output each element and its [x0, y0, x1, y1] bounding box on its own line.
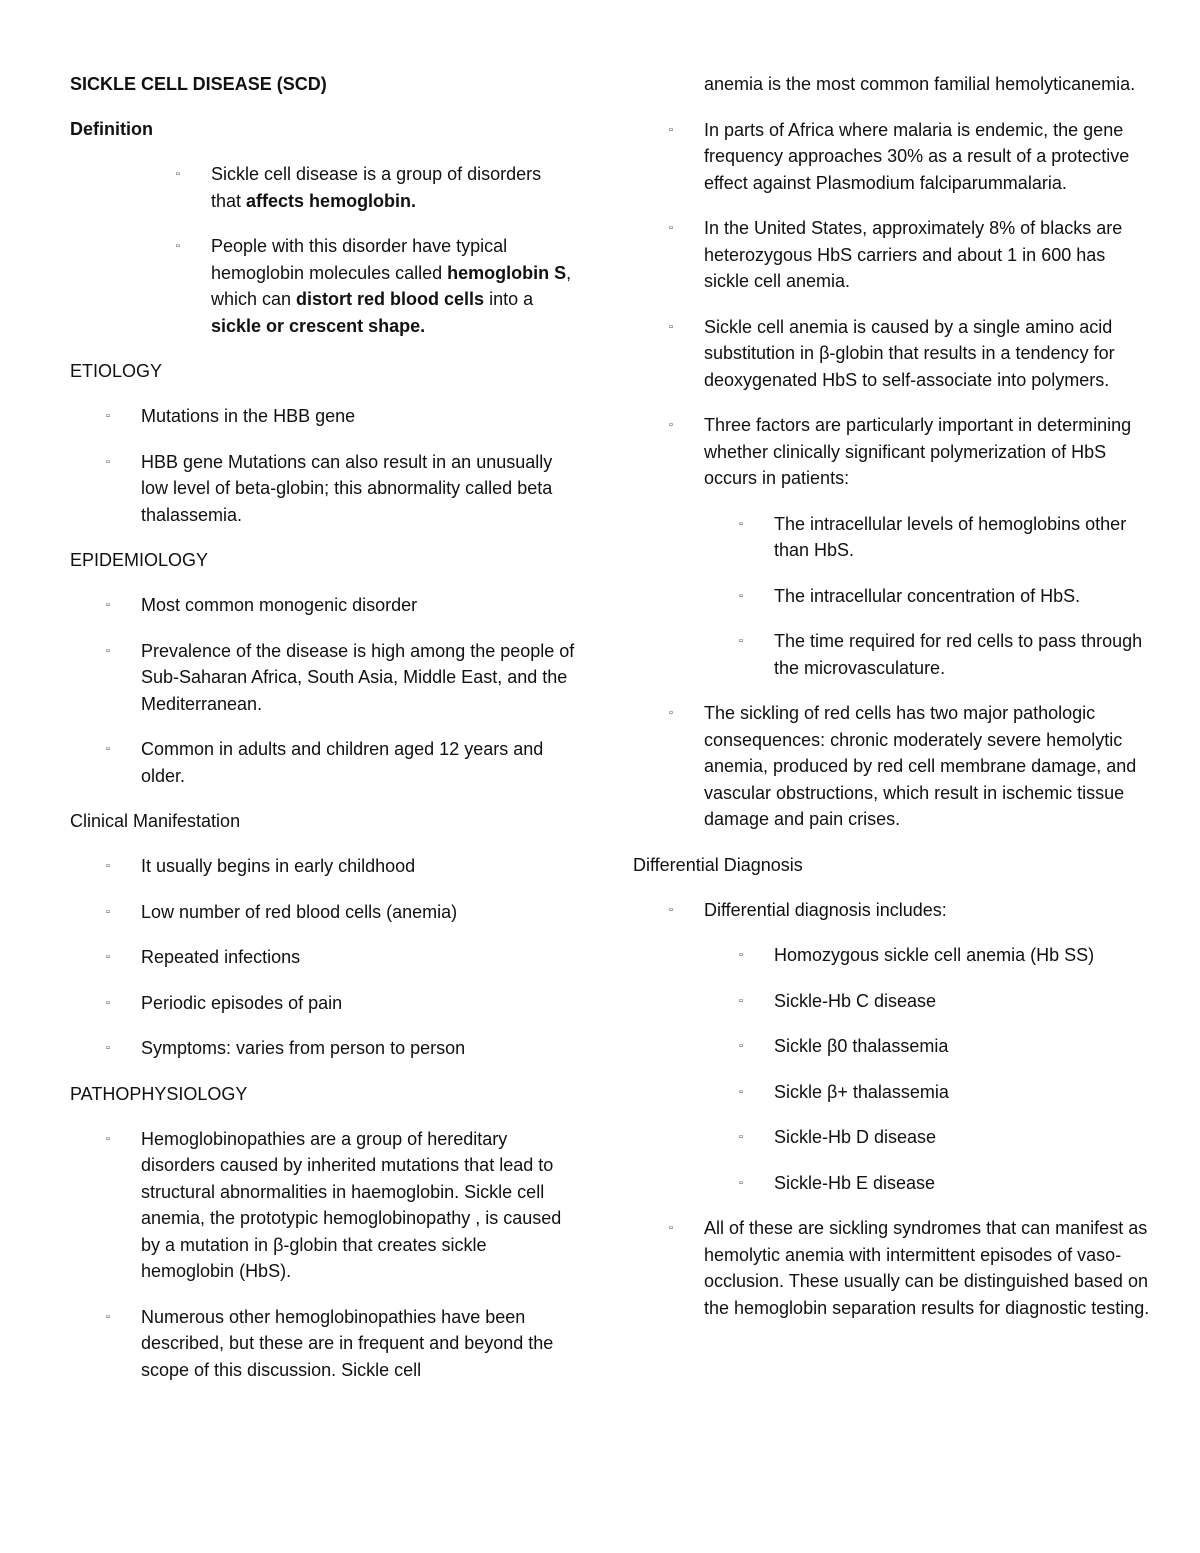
bullet-icon: ▫: [176, 240, 180, 252]
list-item: ▫ People with this disorder have typical hemoglobin molecules called hemoglobin S, which can distort red blood cells into a sickle or crescent shape.: [70, 233, 575, 339]
list-item: ▫ Low number of red blood cells (anemia): [70, 899, 575, 926]
list-item: ▫ Prevalence of the disease is high among the people of Sub-Saharan Africa, South Asia, Middle East, and the Mediterranean.: [70, 638, 575, 718]
bullet-icon: ▫: [669, 1222, 673, 1234]
bullet-icon: ▫: [739, 589, 743, 602]
clinical-heading: Clinical Manifestation: [70, 811, 241, 831]
list-item: ▫ Mutations in the HBB gene: [70, 403, 575, 430]
list-item: ▫ Sickle cell disease is a group of disorders that affects hemoglobin.: [70, 161, 575, 214]
definition-list: [70, 161, 575, 339]
definition-heading: Definition: [70, 119, 153, 139]
list-item: ▫ Periodic episodes of pain: [70, 990, 575, 1017]
sub-list-item: ▫ Sickle β+ thalassemia: [633, 1079, 1153, 1106]
right-column: [633, 71, 1153, 1340]
bullet-icon: ▫: [739, 994, 743, 1007]
bullet-icon: ▫: [106, 905, 110, 918]
bullet-icon: ▫: [669, 707, 673, 719]
list-item: ▫ Most common monogenic disorder: [70, 592, 575, 619]
pathophysiology-list-continued: [633, 117, 1153, 833]
sub-list-item: ▫ Sickle β0 thalassemia: [633, 1033, 1153, 1060]
list-item: ▫ Numerous other hemoglobinopathies have been described, but these are in frequent and beyond the scope of this discussion. Sickle cell: [70, 1304, 575, 1384]
bullet-icon: ▫: [739, 635, 743, 647]
bullet-icon: ▫: [106, 644, 110, 657]
bullet-icon: ▫: [739, 1040, 743, 1052]
epidemiology-list: [70, 592, 575, 789]
document-title: SICKLE CELL DISEASE (SCD): [70, 74, 327, 94]
list-item: ▫ Symptoms: varies from person to person: [70, 1035, 575, 1062]
bullet-icon: ▫: [669, 903, 673, 916]
list-item: ▫ In the United States, approximately 8% of blacks are heterozygous HbS carriers and about 1 in 600 has sickle cell anemia.: [633, 215, 1153, 295]
bullet-icon: ▫: [106, 599, 110, 611]
continuation-text: anemia is the most common familial hemolyticanemia.: [704, 74, 1136, 94]
clinical-list: [70, 853, 575, 1062]
bullet-icon: ▫: [106, 410, 110, 422]
bullet-icon: ▫: [739, 949, 743, 961]
bullet-icon: ▫: [669, 320, 673, 333]
bullet-icon: ▫: [106, 1042, 110, 1054]
sub-list-item: ▫ Sickle-Hb D disease: [633, 1124, 1153, 1151]
differential-list: [633, 897, 1153, 1322]
list-item: ▫ Hemoglobinopathies are a group of hereditary disorders caused by inherited mutations that lead to structural abnormalities in haemoglobin. Sickle cell anemia, the prototypic hemoglobinopathy , is caused by a mutation in β-globin that creates sickle hemoglobin (HbS).: [70, 1126, 575, 1285]
list-item: ▫ Sickle cell anemia is caused by a single amino acid substitution in β-globin that results in a tendency for deoxygenated HbS to self-associate into polymers.: [633, 314, 1153, 394]
list-item: ▫ Repeated infections: [70, 944, 575, 971]
left-column: [70, 71, 575, 1402]
bullet-icon: ▫: [106, 743, 110, 755]
etiology-list: [70, 403, 575, 528]
list-item: ▫ The sickling of red cells has two major pathologic consequences: chronic moderately severe hemolytic anemia, produced by red cell membrane damage, and vascular obstructions, which result in ischemic tissue damage and pain crises.: [633, 700, 1153, 833]
list-item: ▫ It usually begins in early childhood: [70, 853, 575, 880]
epidemiology-heading: EPIDEMIOLOGY: [70, 550, 209, 570]
list-item: ▫ In parts of Africa where malaria is endemic, the gene frequency approaches 30% as a result of a protective effect against Plasmodium falciparummalaria.: [633, 117, 1153, 197]
list-item: ▫ Three factors are particularly important in determining whether clinically significant polymerization of HbS occurs in patients:: [633, 412, 1153, 492]
list-item: ▫ Common in adults and children aged 12 years and older.: [70, 736, 575, 789]
bullet-icon: ▫: [669, 419, 673, 431]
bullet-icon: ▫: [669, 123, 673, 136]
bullet-icon: ▫: [739, 1176, 743, 1189]
list-item: ▫ Differential diagnosis includes:: [633, 897, 1153, 924]
sub-list-item: ▫ The intracellular concentration of HbS.: [633, 583, 1153, 610]
pathophysiology-list: [70, 1126, 575, 1384]
bullet-icon: ▫: [739, 517, 743, 530]
bullet-icon: ▫: [739, 1131, 743, 1143]
list-item: ▫ All of these are sickling syndromes that can manifest as hemolytic anemia with intermittent episodes of vaso-occlusion. These usually can be distinguished based on the hemoglobin separation results for diagnostic testing.: [633, 1215, 1153, 1321]
bullet-icon: ▫: [106, 1132, 110, 1145]
sub-list-item: ▫ The time required for red cells to pass through the microvasculature.: [633, 628, 1153, 681]
pathophysiology-heading: PATHOPHYSIOLOGY: [70, 1083, 248, 1104]
sub-list-item: ▫ Sickle-Hb E disease: [633, 1170, 1153, 1197]
bullet-icon: ▫: [106, 455, 110, 468]
list-item: ▫ HBB gene Mutations can also result in an unusually low level of beta-globin; this abnormality called beta thalassemia.: [70, 449, 575, 529]
bullet-icon: ▫: [106, 860, 110, 872]
bullet-icon: ▫: [106, 996, 110, 1009]
etiology-heading: ETIOLOGY: [70, 361, 163, 381]
sub-list-item: ▫ The intracellular levels of hemoglobins other than HbS.: [633, 511, 1153, 564]
sub-list-item: ▫ Sickle-Hb C disease: [633, 988, 1153, 1015]
bullet-icon: ▫: [176, 168, 180, 180]
bullet-icon: ▫: [106, 1310, 110, 1323]
sub-list-item: ▫ Homozygous sickle cell anemia (Hb SS): [633, 942, 1153, 969]
bullet-icon: ▫: [739, 1085, 743, 1098]
differential-heading: Differential Diagnosis: [633, 854, 803, 875]
bullet-icon: ▫: [669, 222, 673, 234]
bullet-icon: ▫: [106, 951, 110, 963]
